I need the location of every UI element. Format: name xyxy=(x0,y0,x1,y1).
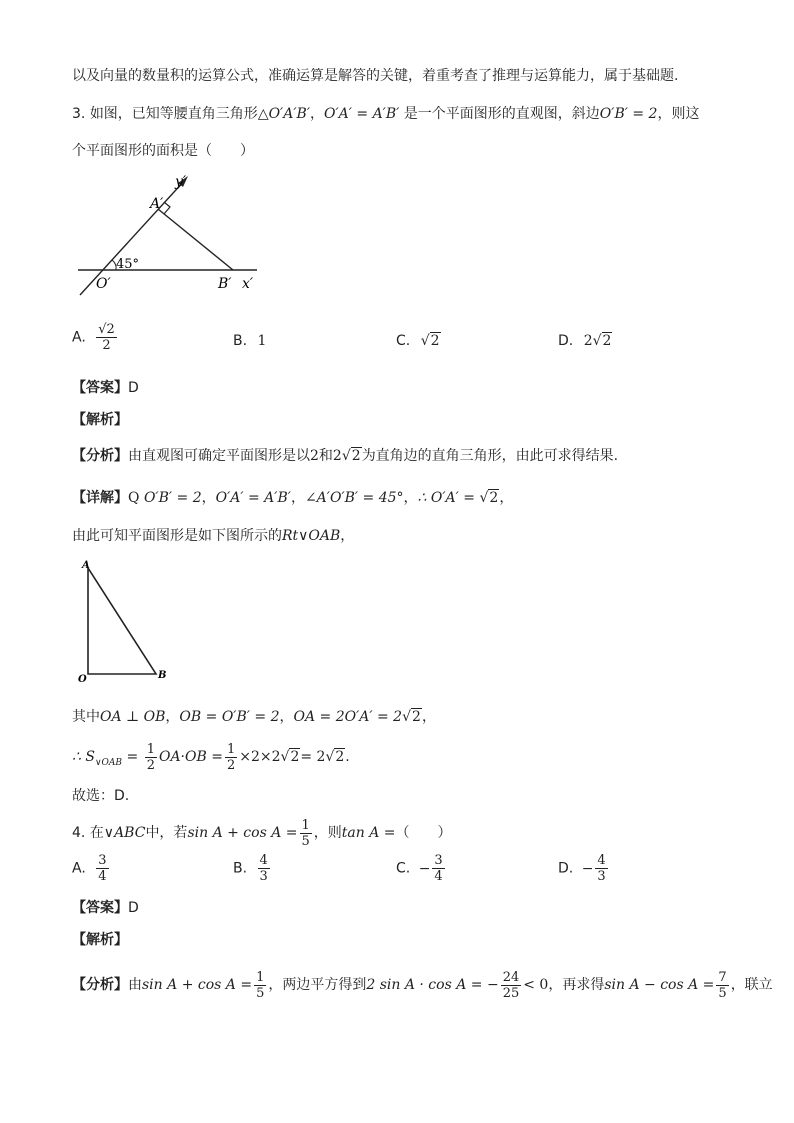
q4-option-d xyxy=(558,853,610,884)
radicand: 2 xyxy=(489,490,499,506)
q4-answer xyxy=(72,898,139,918)
detail-tag: 【详解】 xyxy=(72,490,128,506)
frac-numerator: 1 xyxy=(301,817,310,833)
q4-number: 4. xyxy=(72,825,86,841)
where-text: 其中 xyxy=(72,709,100,725)
fenxi-text-c: 为直角边的直角三角形，由此可求得结果. xyxy=(361,448,619,464)
fenxi-sqrt: √2 xyxy=(341,448,361,464)
sep: ， xyxy=(290,490,305,506)
q4-text-a: 在∨ xyxy=(89,825,115,841)
q4-option-b xyxy=(233,853,272,884)
q4-fraction xyxy=(300,818,312,849)
radicand: 2 xyxy=(412,709,421,725)
area-subscript: ∨OAB xyxy=(94,757,123,768)
f8: ，联立 xyxy=(730,977,773,993)
area-symbol: ∴ S xyxy=(72,749,95,765)
q3-area: ∴ $S_{\vee OAB}$ = $\frac{1}{2}$ OA·OB = $\frac{1}{2}$ ×2×2√2= 2√2. xyxy=(72,741,350,773)
where-expr-3: OA = 2O′A′ = 2 xyxy=(293,709,403,725)
frac-denominator: 3 xyxy=(597,869,606,884)
detail-expr-4: ∴ O′A′ = xyxy=(417,490,480,506)
f1: 由 xyxy=(128,977,142,993)
rt-triangle xyxy=(88,568,156,674)
q4-fenxi xyxy=(72,968,773,1002)
q3-figure xyxy=(70,170,270,300)
frac-denominator: 2 xyxy=(146,757,155,773)
frac-numerator: 1 xyxy=(226,741,236,757)
frac-denominator: 4 xyxy=(434,869,443,884)
where-sqrt: √2 xyxy=(402,709,421,725)
q3-conclude xyxy=(72,526,354,546)
conclude-text: 由此可知平面图形是如下图所示的 xyxy=(72,528,282,544)
frac-denominator: 2 xyxy=(226,757,236,773)
f6: ，再求得 xyxy=(548,977,605,993)
option-c-sqrt: √2 xyxy=(420,333,440,349)
q3-stem xyxy=(72,104,699,124)
label-o2: O xyxy=(78,674,87,685)
area-end: = 2 xyxy=(300,749,326,765)
sep: ， xyxy=(201,490,216,506)
frac-numerator: 3 xyxy=(434,853,443,868)
frac-denominator: 5 xyxy=(256,985,265,1001)
answer-tag: 【答案】 xyxy=(72,900,128,916)
option-b-value: 1 xyxy=(257,333,267,349)
q4-abc: ABC xyxy=(114,825,146,841)
q4-expr: sin A + cos A = xyxy=(187,825,298,841)
option-c-sign: − xyxy=(418,860,431,877)
area-mid: OA·OB = xyxy=(158,749,223,765)
label-b: B′ xyxy=(218,276,232,292)
q3-stem-line2: 个平面图形的面积是（ ） xyxy=(72,143,254,159)
fenxi-text-b: 和 xyxy=(318,448,333,464)
q4-analysis-tag xyxy=(72,930,128,950)
label-a: A′ xyxy=(150,196,164,212)
frac-numerator: 4 xyxy=(259,853,268,868)
q3-comma: ， xyxy=(310,106,324,122)
q4-stem xyxy=(72,816,452,850)
option-d-fraction xyxy=(595,853,607,884)
area-sqrt-2: √2 xyxy=(325,749,345,765)
half-fraction-2 xyxy=(225,742,237,773)
q3-text-c: ，则这 xyxy=(657,106,700,122)
frac-denominator: 25 xyxy=(502,985,520,1001)
q4-text-d: （ ） xyxy=(395,825,452,841)
frac-denominator: 2 xyxy=(102,338,111,353)
frac-numerator: 7 xyxy=(718,969,727,985)
where-expr-2: OB = O′B′ = 2 xyxy=(179,709,280,725)
frac-denominator: 3 xyxy=(259,869,268,884)
q4-option-c xyxy=(396,853,447,884)
right-angle-mark xyxy=(164,202,170,214)
half-fraction xyxy=(145,742,157,773)
answer-value: D xyxy=(128,380,139,396)
q3-triangle: △O′A′B′ xyxy=(257,106,310,122)
q4-tan: tan A = xyxy=(341,825,396,841)
option-d-letter: D. xyxy=(558,333,574,349)
option-c-letter: C. xyxy=(396,860,411,877)
option-d-sign: − xyxy=(581,860,594,877)
f3: ，两边平方得到 xyxy=(268,977,367,993)
f-frac-3 xyxy=(716,970,728,1001)
f5: < 0 xyxy=(523,977,549,993)
q3-figure-rt xyxy=(72,558,182,688)
frac-numerator: 4 xyxy=(597,853,606,868)
equals: = xyxy=(122,749,143,765)
label-x: x′ xyxy=(242,276,254,292)
q3-fenxi xyxy=(72,446,618,466)
q3-text-a: 如图，已知等腰直角三角形 xyxy=(89,106,258,122)
f4: 2 sin A · cos A = − xyxy=(366,977,499,993)
label-o: O′ xyxy=(96,276,111,292)
q3-text-b: 是一个平面图形的直观图，斜边 xyxy=(403,106,600,122)
option-a-fraction xyxy=(96,853,108,884)
sep: ， xyxy=(421,709,436,725)
option-c-fraction xyxy=(432,853,444,884)
side-ab xyxy=(158,209,233,270)
q4-text-b: 中，若 xyxy=(145,825,188,841)
option-a-fraction xyxy=(96,322,117,353)
area-sqrt: √2 xyxy=(280,749,300,765)
q3-option-d xyxy=(558,333,612,349)
intro-paragraph: 以及向量的数量积的运算公式，准确运算是解答的关键，着重考查了推理与运算能力，属于基础题. xyxy=(72,68,679,84)
because-symbol: Q xyxy=(128,490,140,506)
option-d-sqrt: √2 xyxy=(592,333,612,349)
option-a-letter: A. xyxy=(72,860,86,877)
q4-text-c: ，则 xyxy=(313,825,342,841)
detail-expr-2: O′A′ = A′B′ xyxy=(215,490,291,506)
q3-analysis-tag xyxy=(72,410,128,430)
option-d-letter: D. xyxy=(558,860,574,877)
frac-denominator: 5 xyxy=(718,985,727,1001)
fenxi-text-a: 由直观图可确定平面图形是以 xyxy=(128,448,310,464)
q3-detail xyxy=(72,488,513,508)
label-a2: A xyxy=(82,560,90,571)
sep: ， xyxy=(279,709,294,725)
q3-option-b xyxy=(233,333,266,349)
option-b-letter: B. xyxy=(233,860,248,877)
answer-value: D xyxy=(128,900,139,916)
f7: sin A − cos A = xyxy=(604,977,715,993)
analysis-tag: 【解析】 xyxy=(72,932,128,948)
q3-equality: O′A′ = A′B′ xyxy=(324,106,400,122)
radicand: 2 xyxy=(335,749,345,765)
fenxi-root: 2 xyxy=(332,448,342,464)
radicand: 2 xyxy=(290,749,300,765)
option-b-letter: B. xyxy=(233,333,248,349)
where-expr-1: OA ⊥ OB xyxy=(100,709,166,725)
fenxi-two: 2 xyxy=(310,448,319,464)
q3-answer xyxy=(72,378,139,398)
q3-option-c xyxy=(396,333,441,349)
label-b2: B xyxy=(158,670,167,681)
frac-numerator: 1 xyxy=(256,969,265,985)
option-a-letter: A. xyxy=(72,329,86,346)
q3-number: 3. xyxy=(72,106,86,122)
frac-numerator: √2 xyxy=(98,322,115,337)
radicand: 2 xyxy=(351,448,361,464)
frac-numerator: 1 xyxy=(146,741,155,757)
label-y: y′ xyxy=(175,174,187,190)
q3-hypotenuse: O′B′ = 2 xyxy=(599,106,658,122)
frac-numerator: 24 xyxy=(502,969,520,985)
q3-final: 故选：D. xyxy=(72,788,130,804)
q4-option-a xyxy=(72,853,111,884)
detail-expr-3: ∠A′O′B′ = 45° xyxy=(304,490,404,506)
option-b-fraction xyxy=(258,853,270,884)
frac-numerator: 3 xyxy=(98,853,107,868)
radicand: 2 xyxy=(430,333,440,349)
radicand: 2 xyxy=(602,333,612,349)
conclude-comma: ， xyxy=(340,528,355,544)
detail-expr-1: O′B′ = 2 xyxy=(143,490,202,506)
f2: sin A + cos A = xyxy=(142,977,253,993)
f-frac-1 xyxy=(254,970,266,1001)
f-frac-2 xyxy=(501,970,522,1001)
frac-denominator: 4 xyxy=(98,869,107,884)
sep: ， xyxy=(499,490,514,506)
option-d-coef: 2 xyxy=(583,333,593,349)
fenxi-tag: 【分析】 xyxy=(72,448,128,464)
detail-sqrt: √2 xyxy=(479,490,499,506)
option-c-letter: C. xyxy=(396,333,411,349)
q3-option-a xyxy=(72,322,119,353)
sep: ， xyxy=(403,490,418,506)
label-angle: 45° xyxy=(116,257,140,272)
q3-where xyxy=(72,707,436,727)
frac-denominator: 5 xyxy=(301,833,310,849)
sep: ， xyxy=(165,709,180,725)
area-mid2: ×2×2 xyxy=(239,749,281,765)
conclude-triangle: Rt∨OAB xyxy=(282,528,341,544)
analysis-tag: 【解析】 xyxy=(72,412,128,428)
answer-tag: 【答案】 xyxy=(72,380,128,396)
fenxi-tag: 【分析】 xyxy=(72,977,128,993)
